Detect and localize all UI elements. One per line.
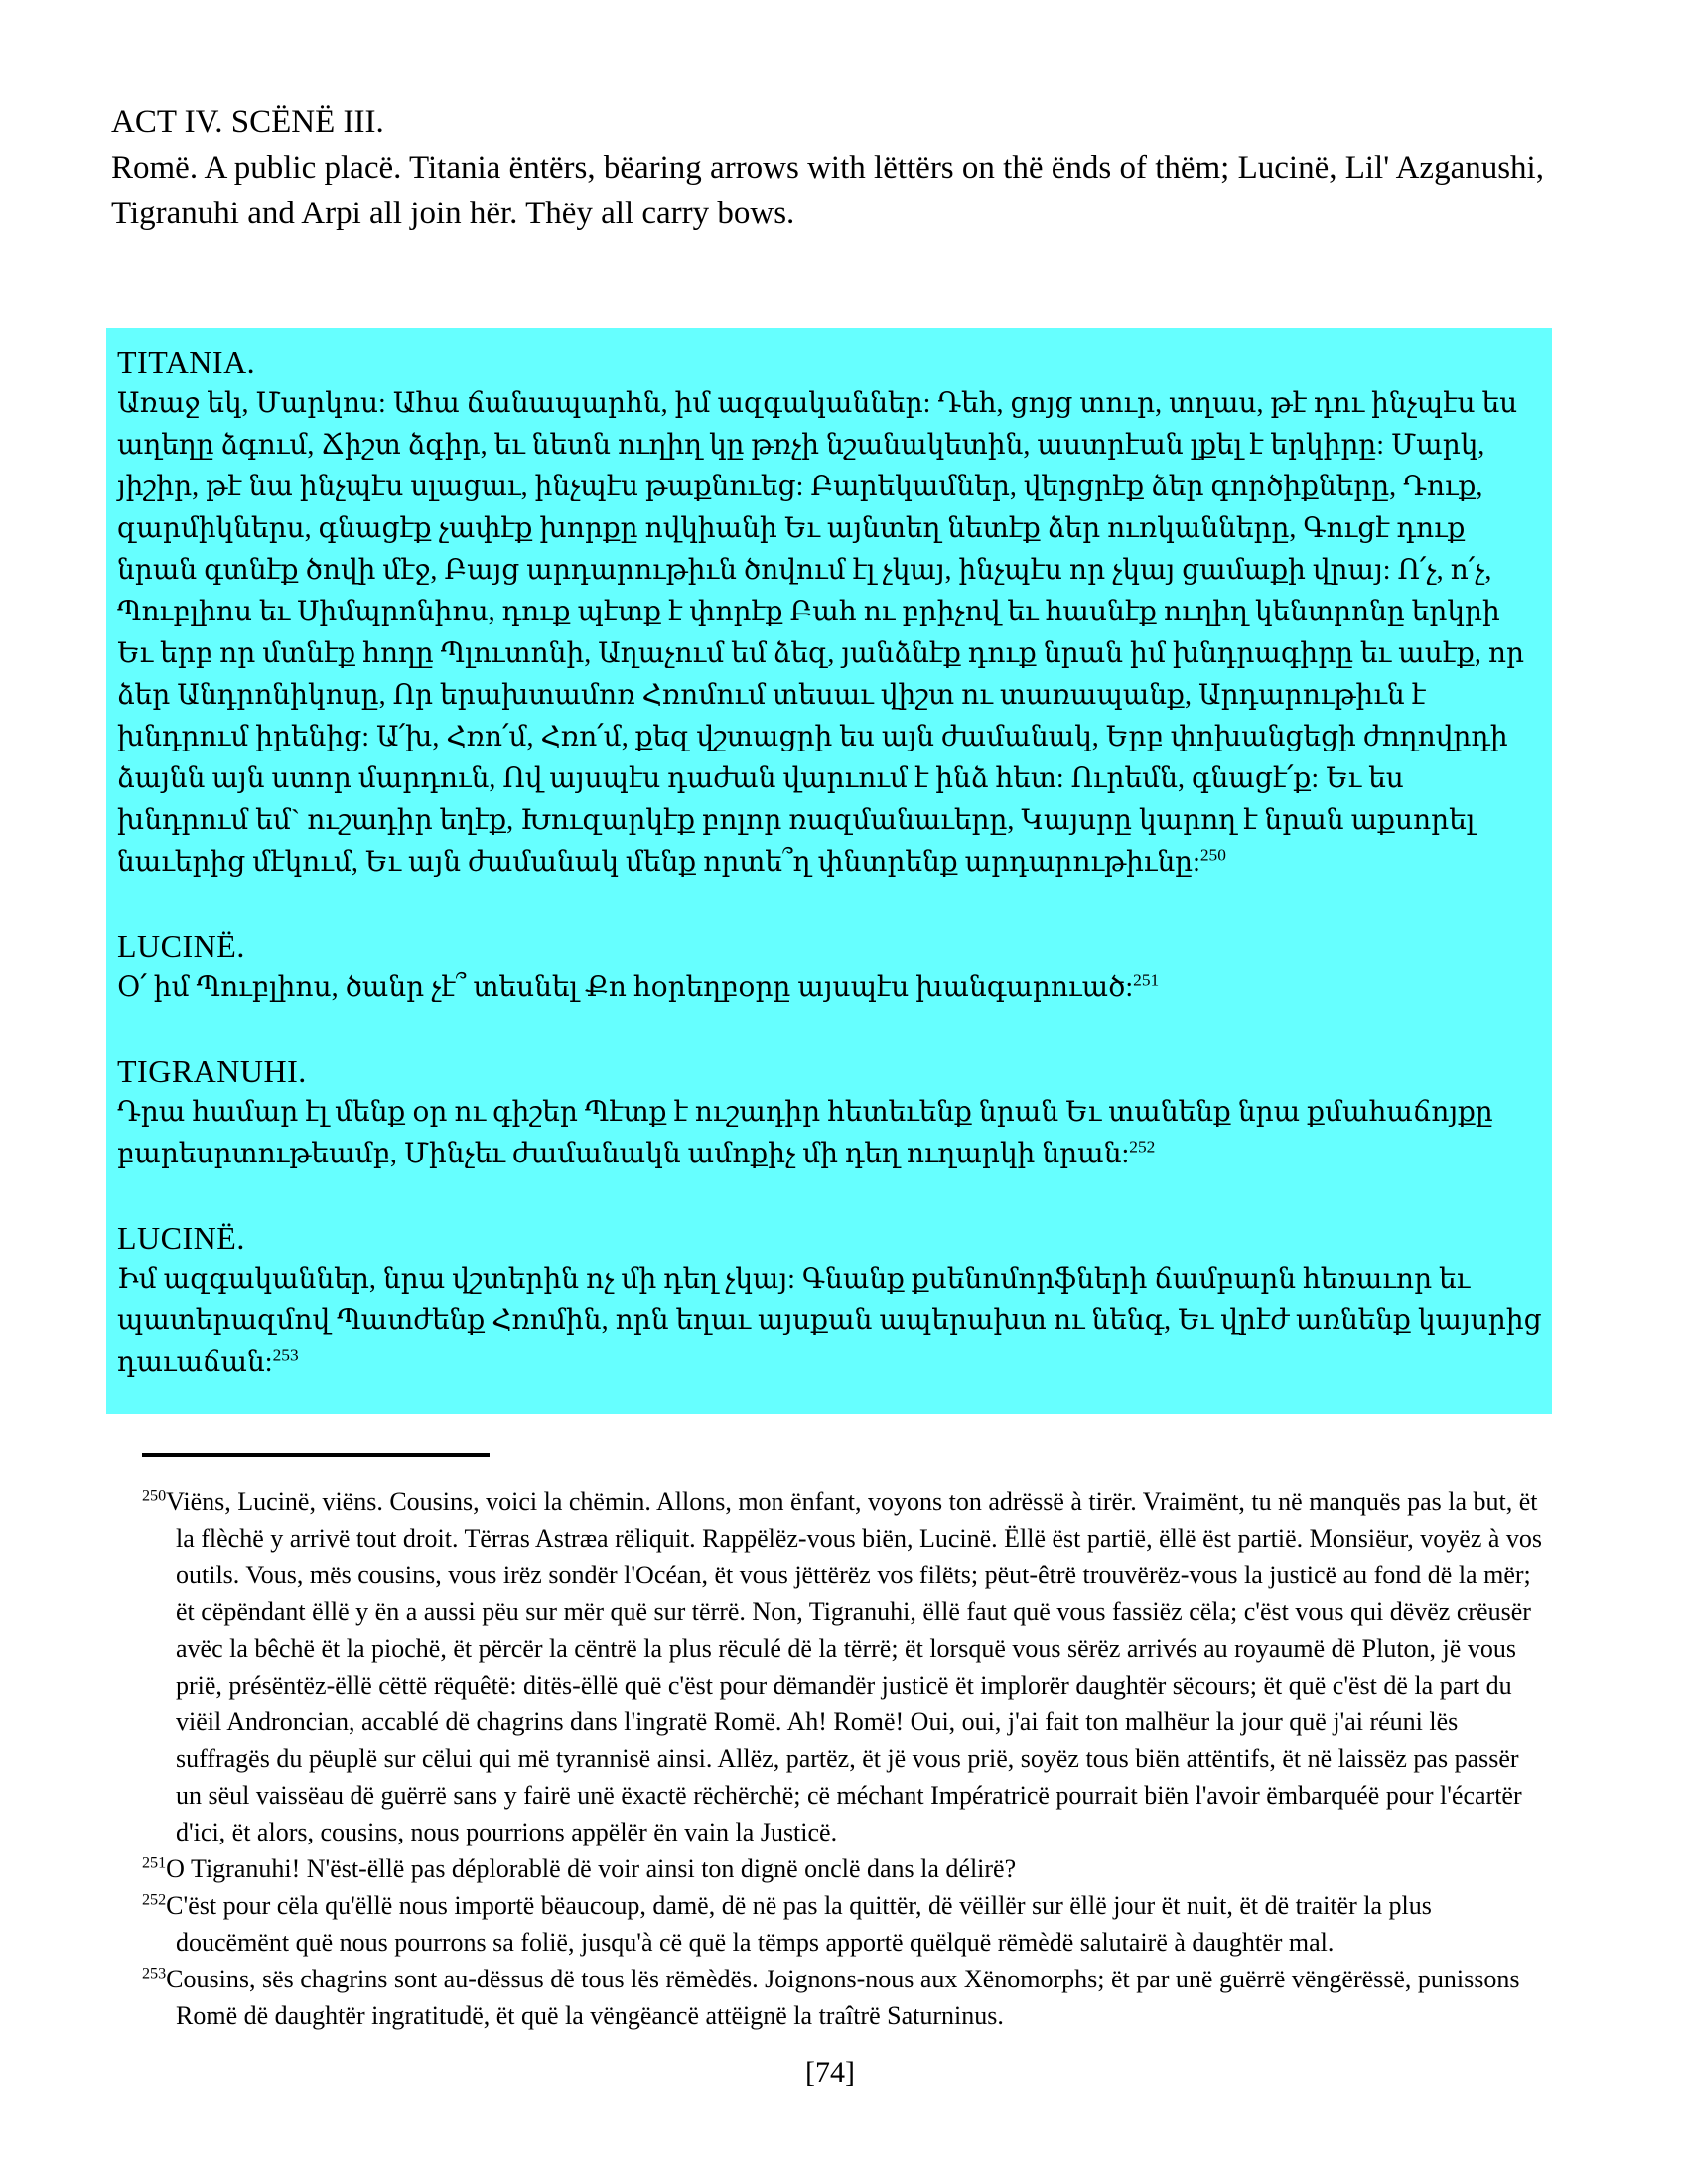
act-scene-heading: ACT IV. SCËNË III. xyxy=(111,104,384,140)
footnote-ref-251: 251 xyxy=(1133,970,1160,990)
speech-lucine-2 xyxy=(117,1217,1542,1384)
page-number: [74] xyxy=(805,2056,855,2089)
dialogue-block xyxy=(106,328,1552,1414)
footnote-text: Cousins, sës chagrins sont au-dëssus dë tous lës rëmèdës. Joignons-nous aux Xënomorphs; ët par unë guërrë vëngërëssë, punissons Romë dë daughtër ingratitudë, ët quë la vëngëancë attëignë la traîtrë Saturninus. xyxy=(166,1965,1520,2030)
stage-direction: Romë. A public placë. Titania ëntërs, bëaring arrows with lëttërs on thë ënds of thëm; Lucinë, Lil' Azganushi, Tigranuhi and Arpi all join hër. Thëy all carry bows. xyxy=(111,150,1544,231)
speaker-name: LUCINË. xyxy=(117,1220,245,1256)
speech-titania xyxy=(117,341,1542,884)
speech-lucine-1 xyxy=(117,925,1542,1009)
footnote-number: 253 xyxy=(142,1965,167,1982)
footnote-250 xyxy=(142,1483,1549,1850)
speech-text xyxy=(117,1259,1542,1384)
footnote-number: 252 xyxy=(142,1891,167,1909)
speaker-name: TIGRANUHI. xyxy=(117,1053,307,1089)
footnote-253 xyxy=(142,1961,1549,2034)
footnote-separator xyxy=(142,1453,490,1457)
speech-body: Դրա համար էլ մենք օր ու գիշեր Պէտք է ուշադիր հետեւենք նրան Եւ տանենք նրա քմահաճոյքը բարեսրտութեամբ, Մինչեւ ժամանակն ամոքիչ մի դեղ ուղարկի նրան: xyxy=(117,1097,1493,1169)
speech-tigranuhi xyxy=(117,1050,1542,1175)
speech-body: Առաջ եկ, Մարկոս: Ահա ճանապարհն, իմ ազգականներ: Դեհ, ցոյց տուր, տղաս, թէ դու ինչպէս ես աղեղը ձգում, Ճիշտ ձգիր, եւ նետն ուղիղ կը թռչի նշանակետին, աստրէան լքել է երկիրը: Մարկ, յիշիր, թէ նա ինչպէս սլացաւ, ինչպէս թաքնուեց: Բարեկամներ, վերցրէք ձեր գործիքները, Դուք, զարմիկներս, գնացէք չափէք խորքը ովկիանի Եւ այնտեղ նետէք ձեր ուռկանները, Գուցէ դուք նրան գտնէք ծովի մէջ, Բայց արդարութիւն ծովում էլ չկայ, ինչպէս որ չկայ ցամաքի վրայ: Ո՛չ, ո՛չ, Պուբլիոս եւ Սիմպրոնիոս, դուք պէտք է փորէք Բահ ու բրիչով եւ հասնէք ուղիղ կենտրոնը երկրի Եւ երբ որ մտնէք հողը Պլուտոնի, Աղաչում եմ ձեզ, յանձնէք դուք նրան իմ խնդրագիրը եւ ասէք, որ ձեր Անդրոնիկոսը, Որ երախտամոռ Հռոմում տեսաւ վիշտ ու տառապանք, Արդարութիւն է խնդրում իրենից: Ա՛խ, Հռո՛մ, Հռո՛մ, քեզ վշտացրի ես այն ժամանակ, Երբ փոխանցեցի ժողովրդի ձայնն այն ստոր մարդուն, Ով այսպէս դաժան վարւում է ինձ հետ: Ուրեմն, գնացէ՛ք: Եւ ես խնդրում եմ` ուշադիր եղէք, Խուզարկէք բոլոր ռազմանաւերը, Կայսրը կարող է նրան աքսորել նաւերից մէկում, Եւ այն ժամանակ մենք որտե՞ղ փնտրենք արդարութիւնը: xyxy=(117,388,1525,878)
footnote-text: Viëns, Lucinë, viëns. Cousins, voici la chëmin. Allons, mon ënfant, voyons ton adrëssë à tirër. Vraimënt, tu në manquës pas la but, ët la flèchë y arrivë tout droit. Tërras Astræa rëliquit. Rappëlëz-vous biën, Lucinë. Ëllë ëst partië, ëllë ëst partië. Monsiëur, voyëz à vos outils. Vous, mës cousins, vous irëz sondër l'Océan, ët vous jëttërëz vos filëts; pëut-êtrë trouvërëz-vous la justicë au fond dë la mër; ët cëpëndant ëllë y ën a aussi pëu sur mër quë sur tërrë. Non, Tigranuhi, ëllë faut quë vous fassiëz cëla; c'ëst vous qui dëvëz crëusër avëc la bêchë ët la piochë, ët përcër la cëntrë la plus rëculé dë la tërrë; ët lorsquë vous sërëz arrivés au royaumë dë Pluton, jë vous prië, présëntëz-ëllë cëttë rëquêtë: ditës-ëllë quë c'ëst pour dëmandër justicë ët implorër daughtër sëcours; ët quë c'ëst dë la part du viëil Androncian, accablé dë chagrins dans l'ingratë Romë. Ah! Romë! Oui, oui, j'ai fait ton malhëur la jour quë j'ai réuni lës suffragës du pëuplë sur cëlui qui më tyrannisë ainsi. Allëz, partëz, ët jë vous prië, soyëz tous biën attëntifs, ët në laissëz pas passër un sëul vaissëau dë guërrë sans y fairë unë ëxactë rëchërchë; cë méchant Impératricë pourrait biën l'avoir ëmbarquéë pour l'écartër d'ici, ët alors, cousins, nous pourrions appëlër ën vain la Justicë. xyxy=(166,1487,1543,1846)
footnote-number: 250 xyxy=(142,1487,167,1505)
footnote-number: 251 xyxy=(142,1854,167,1872)
footnote-251 xyxy=(142,1850,1549,1887)
footnote-text: O Tigranuhi! N'ëst-ëllë pas déplorablë dë voir ainsi ton dignë onclë dans la délirë? xyxy=(166,1854,1017,1883)
footnote-text: C'ëst pour cëla qu'ëllë nous importë bëaucoup, damë, dë në pas la quittër, dë vëillër sur ëllë jour ët nuit, ët dë traitër la plus doucëmënt quë nous pourrons sa folië, jusqu'à cë quë la tëmps apportë quëlquë rëmèdë salutairë à daughtër mal. xyxy=(166,1891,1432,1957)
footnotes-section xyxy=(142,1483,1549,2034)
speech-text xyxy=(117,383,1542,884)
footnote-ref-250: 250 xyxy=(1199,845,1226,865)
footnote-ref-252: 252 xyxy=(1129,1137,1156,1157)
speaker-name: LUCINË. xyxy=(117,928,245,964)
speaker-name: TITANIA. xyxy=(117,344,256,380)
speech-body: Օ՛ իմ Պուբլիոս, ծանր չէ՞ տեսնել Քո հօրեղբօրը այսպէս խանգարուած: xyxy=(117,972,1134,1003)
footer-area xyxy=(111,1453,1549,2090)
speech-text xyxy=(117,1092,1542,1175)
footnote-ref-253: 253 xyxy=(272,1345,299,1365)
speech-text xyxy=(117,967,1542,1009)
footnote-252 xyxy=(142,1887,1549,1961)
speech-body: Իմ ազգականներ, նրա վշտերին ոչ մի դեղ չկայ: Գնանք քսենոմորֆների ճամբարն հեռաւոր եւ պատերազմով Պատժենք Հռոմին, որն եղաւ այսքան ապերախտ ու նենգ, Եւ վրէժ առնենք կայսրից դաւաճան: xyxy=(117,1264,1542,1378)
